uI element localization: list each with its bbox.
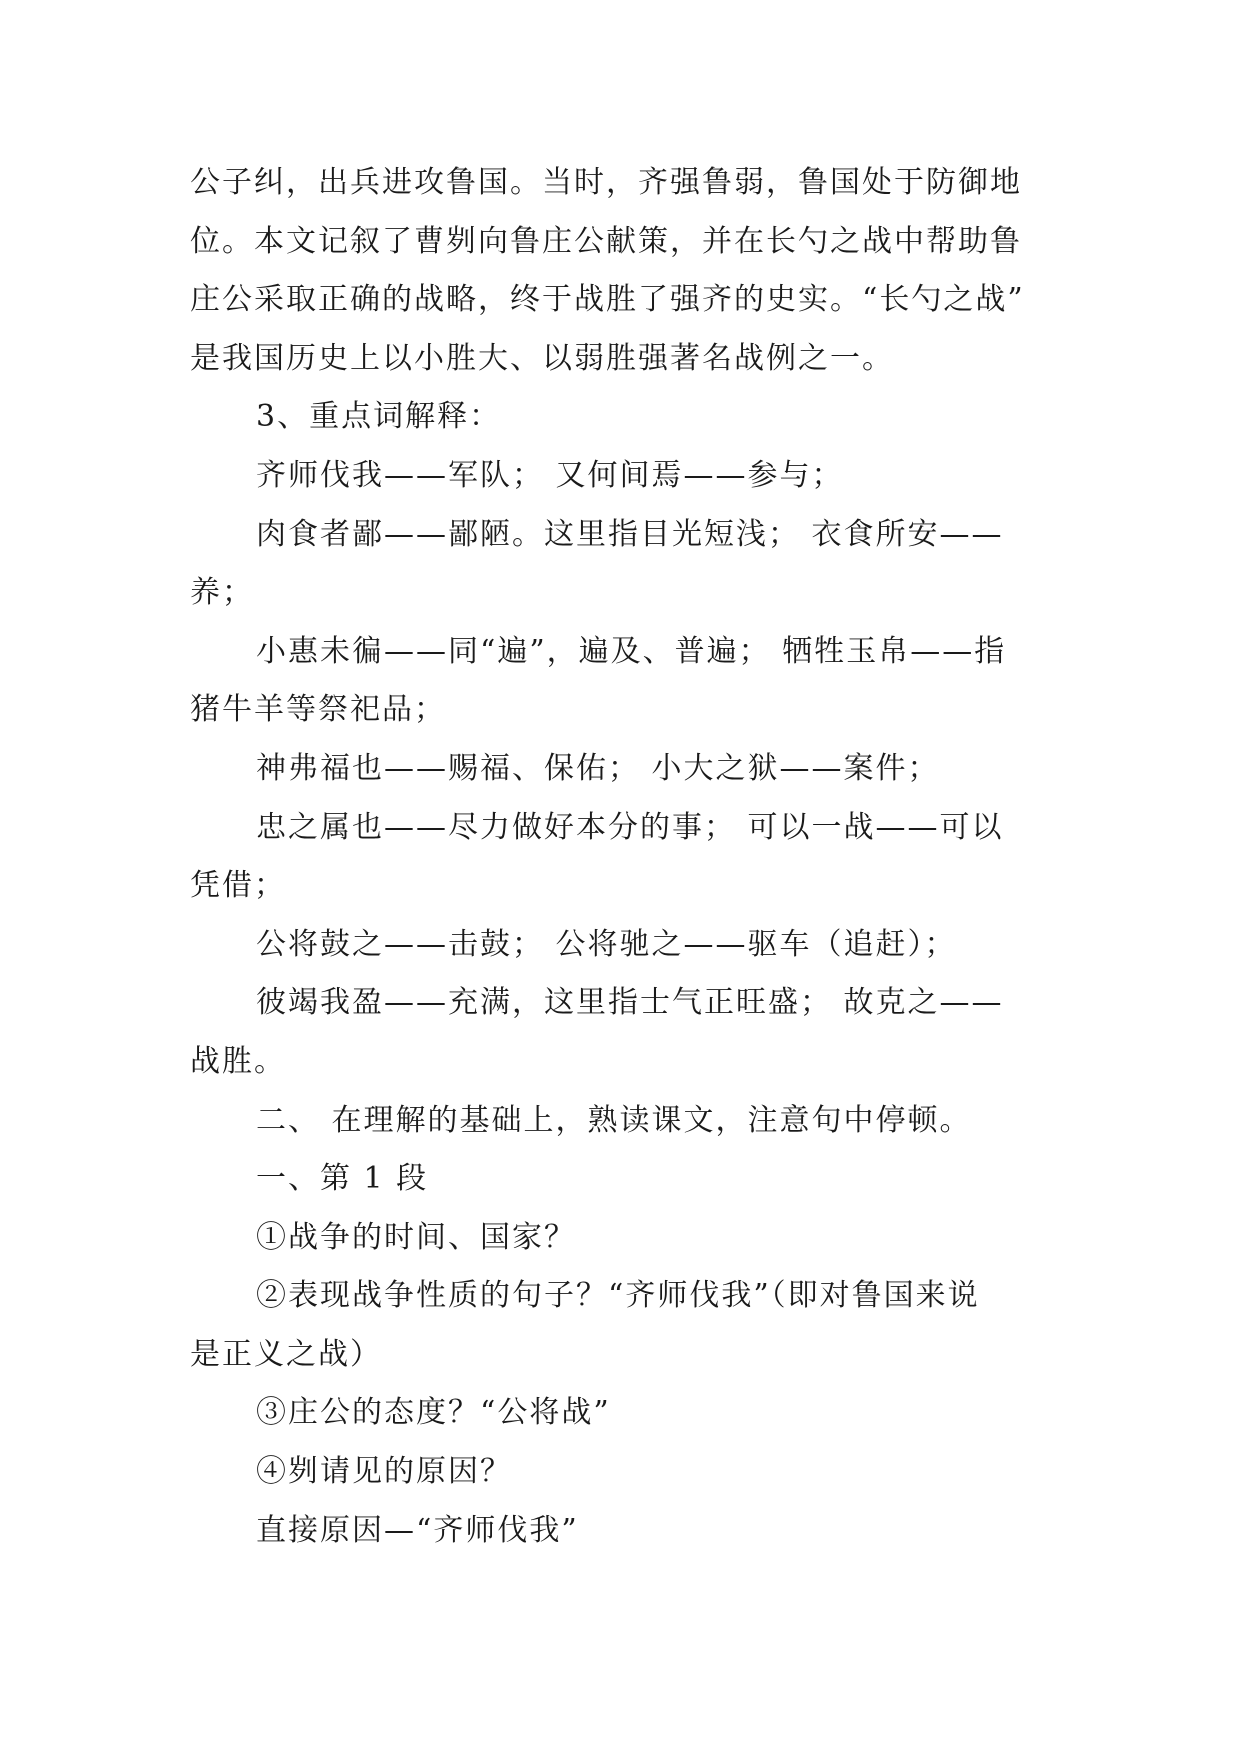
text-line: 公将鼓之——击鼓； 公将驰之——驱车（追赶）； — [256, 926, 957, 962]
question-item: ④刿请见的原因？ — [256, 1454, 512, 1490]
section-heading: 二、 在理解的基础上，熟读课文，注意句中停顿。 — [256, 1102, 972, 1138]
text-line: 是正义之战） — [190, 1336, 382, 1372]
text-line: 庄公采取正确的战略，终于战胜了强齐的史实。“长勺之战” — [190, 282, 1025, 318]
text-line: 小惠未徧——同“遍”，遍及、普遍； 牺牲玉帛——指 — [256, 633, 1007, 669]
text-line: 彼竭我盈——充满，这里指士气正旺盛； 故克之—— — [256, 985, 1004, 1021]
text-line: 肉食者鄙——鄙陋。这里指目光短浅； 衣食所安—— — [256, 516, 1004, 552]
text-line: 直接原因—“齐师伐我” — [256, 1512, 579, 1548]
text-line: 是我国历史上以小胜大、以弱胜强著名战例之一。 — [190, 340, 894, 376]
question-item: ②表现战争性质的句子？“齐师伐我”（即对鲁国来说 — [256, 1278, 980, 1314]
text-line: 神弗福也——赐福、保佑； 小大之狱——案件； — [256, 750, 940, 786]
text-line: 齐师伐我——军队； 又何间焉——参与； — [256, 457, 844, 493]
question-item: ③庄公的态度？“公将战” — [256, 1395, 611, 1431]
text-line: 公子纠，出兵进攻鲁国。当时，齐强鲁弱，鲁国处于防御地 — [190, 165, 1022, 200]
section-heading: 3、重点词解释： — [256, 399, 502, 435]
text-line: 位。本文记叙了曹刿向鲁庄公献策，并在长勺之战中帮助鲁 — [190, 223, 1022, 259]
body-text — [190, 154, 1060, 1560]
text-line: 战胜。 — [190, 1043, 286, 1079]
text-line: 养； — [190, 575, 254, 611]
text-line: 忠之属也——尽力做好本分的事； 可以一战——可以 — [256, 809, 1004, 845]
text-line: 猪牛羊等祭祀品； — [190, 692, 446, 728]
question-item: ①战争的时间、国家？ — [256, 1219, 576, 1255]
text-line: 凭借； — [190, 868, 286, 904]
section-heading: 一、第 1 段 — [256, 1161, 429, 1197]
